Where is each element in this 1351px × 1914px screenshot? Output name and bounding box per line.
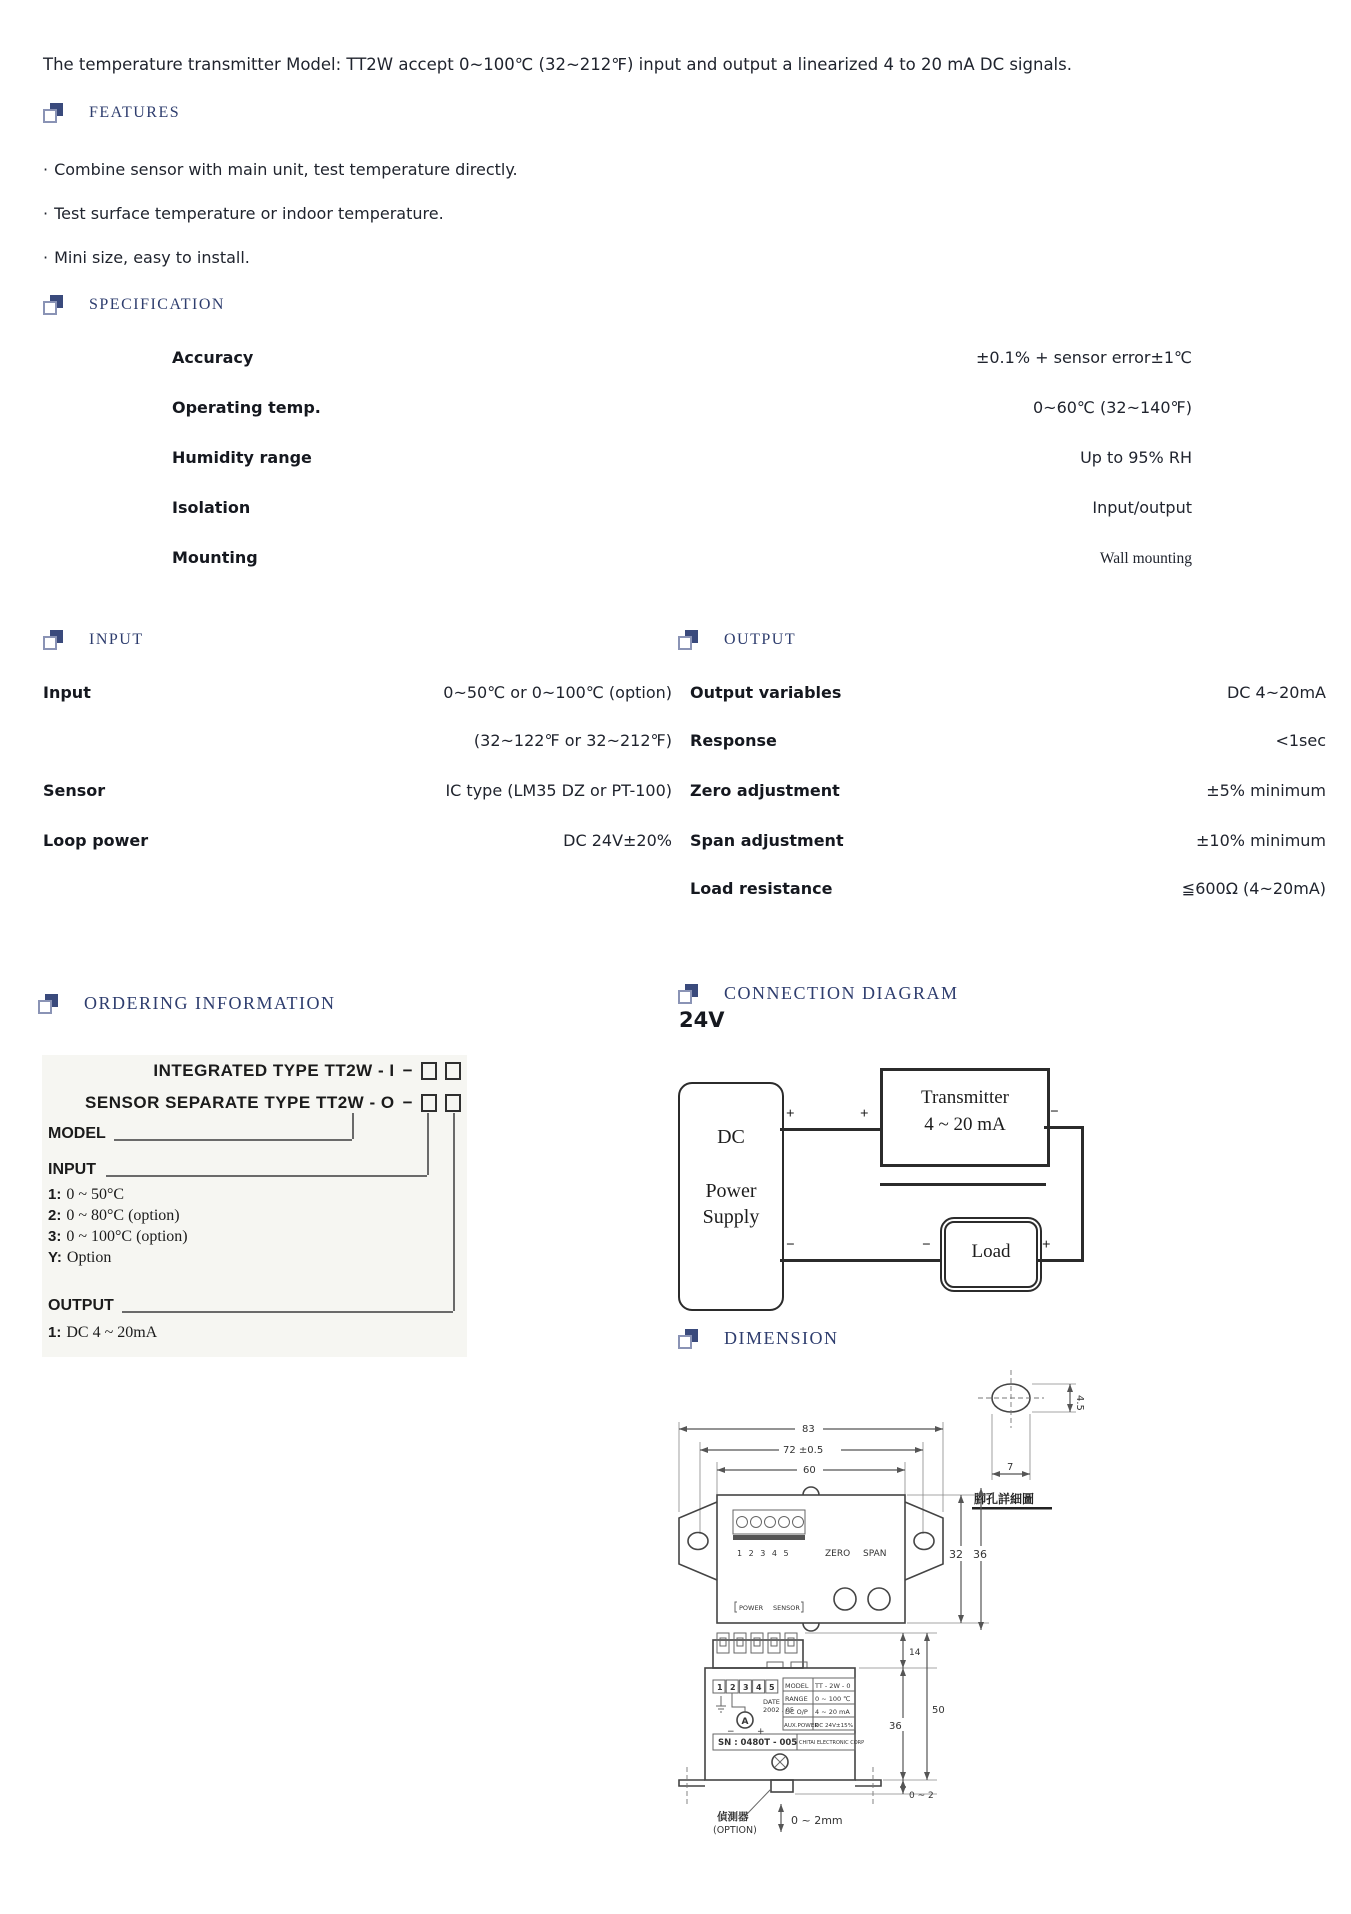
output-row: Span adjustment ±10% minimum [690, 831, 1326, 850]
spec-row: Humidity range Up to 95% RH [172, 448, 1192, 467]
fv-terminal-4: 4 [756, 1683, 762, 1692]
transmitter-range-label: 4 ~ 20 mA [924, 1114, 1006, 1135]
probe-label: 偵測器 [717, 1811, 749, 1823]
ordering-type-row: INTEGRATED TYPE TT2W - I − [153, 1061, 461, 1081]
input-title: INPUT [89, 631, 144, 648]
input-row: Input 0~50℃ or 0~100℃ (option) [43, 683, 672, 702]
fv-terminal-1: 1 [717, 1683, 723, 1692]
probe-travel-dim: 0 ~ 2mm [791, 1814, 843, 1827]
wire-to-load-right [1038, 1259, 1084, 1262]
section-pages-icon [43, 630, 63, 650]
spec-row: Isolation Input/output [172, 498, 1192, 517]
dimension-title: DIMENSION [724, 1328, 839, 1348]
fv-terminal-3: 3 [743, 1683, 749, 1692]
model-label: MODEL [48, 1125, 106, 1142]
code-box [421, 1062, 437, 1080]
wire-right-vertical [1081, 1126, 1084, 1262]
code-box [445, 1094, 461, 1112]
input-row: Loop power DC 24V±20% [43, 831, 672, 850]
dim-83: 83 [802, 1424, 815, 1435]
scan-artifact-line [880, 1183, 1046, 1186]
dc-label: DC [717, 1126, 745, 1148]
section-pages-icon [43, 103, 63, 123]
fv-terminal-2: 2 [730, 1683, 736, 1692]
load-box [944, 1221, 1038, 1288]
plus-sign: + [1042, 1237, 1051, 1253]
ordering-heading [38, 993, 336, 1014]
ordering-diagram [42, 1055, 467, 1357]
spec-row: Mounting Wall mounting [172, 548, 1192, 567]
input-option: 3: 0 ~ 100°C (option) [48, 1228, 188, 1245]
minus-mark: − [727, 1727, 735, 1737]
plus-sign: + [786, 1106, 795, 1122]
output-heading [678, 630, 796, 650]
output-row: Zero adjustment ±5% minimum [690, 781, 1326, 800]
output-label: OUTPUT [48, 1297, 114, 1314]
top-view-dimensions [679, 1421, 943, 1534]
sensor-label: SENSOR [773, 1604, 800, 1612]
probe-option-label: (OPTION) [713, 1825, 757, 1836]
output-row: Output variables DC 4~20mA [690, 683, 1326, 702]
zero-label: ZERO [825, 1549, 851, 1559]
section-pages-icon [678, 630, 698, 650]
code-box [445, 1062, 461, 1080]
input-label: INPUT [48, 1161, 96, 1178]
section-pages-icon [43, 295, 63, 315]
code-box [421, 1094, 437, 1112]
date-value: 2002 . 05 [763, 1706, 795, 1714]
output-row: Response <1sec [690, 731, 1326, 750]
specification-heading [43, 295, 225, 315]
features-title: FEATURES [89, 104, 181, 121]
plate-key: MODEL [785, 1682, 809, 1690]
minus-sign: − [1050, 1104, 1059, 1120]
feature-item: · Combine sensor with main unit, test temperature directly. [43, 160, 518, 179]
front-view [679, 1633, 881, 1807]
load-label: Load [971, 1241, 1011, 1262]
plate-key: RANGE [785, 1695, 808, 1703]
dim-36: 36 [973, 1548, 987, 1561]
section-pages-icon [38, 994, 58, 1014]
dim-32: 32 [949, 1548, 963, 1561]
plate-val: 0 ~ 100 ℃ [815, 1695, 851, 1703]
dim-14: 14 [909, 1648, 921, 1658]
ordering-title: ORDERING INFORMATION [84, 993, 336, 1013]
output-connector-line [122, 1311, 453, 1313]
serial-number: SN : 0480T - 005 [718, 1738, 798, 1748]
spec-row: Operating temp. 0~60℃ (32~140℉) [172, 398, 1192, 417]
plate-val: 4 ~ 20 mA [815, 1708, 850, 1716]
dim-36: 36 [889, 1721, 902, 1732]
power-label: Power [705, 1180, 757, 1202]
input-heading [43, 630, 144, 650]
wire-dc-to-transmitter [780, 1128, 880, 1131]
input-connector-line [106, 1175, 427, 1177]
plate-key: DC O/P [785, 1708, 808, 1716]
power-label: POWER [739, 1604, 764, 1612]
plus-mark: + [757, 1727, 765, 1737]
output-option: 1: DC 4 ~ 20mA [48, 1324, 158, 1341]
ammeter-symbol: A [741, 1717, 749, 1727]
connection-title: CONNECTION DIAGRAM [724, 983, 959, 1003]
ordering-type-row: SENSOR SEPARATE TYPE TT2W - O − [85, 1093, 461, 1113]
dim-gap: 0 ~ 2 [909, 1791, 934, 1801]
manufacturer: CHITAI ELECTRONIC CORP [799, 1740, 865, 1746]
input-connector-riser [427, 1113, 429, 1175]
plus-sign: + [860, 1106, 869, 1122]
hole-detail-caption: 腳孔詳細圖 [974, 1492, 1035, 1506]
mounting-hole-detail [972, 1370, 1085, 1510]
top-view-body [679, 1487, 943, 1631]
hole-width-dim: 7 [1007, 1462, 1014, 1473]
terminal-numbers: 1 2 3 4 5 [737, 1549, 791, 1558]
plate-val: DC 24V±15% [815, 1723, 854, 1729]
supply-voltage-label: 24V [679, 1008, 725, 1032]
input-option: 2: 0 ~ 80°C (option) [48, 1207, 180, 1224]
hole-height-dim: 4.5 [1074, 1395, 1085, 1411]
specification-title: SPECIFICATION [89, 296, 225, 313]
transmitter-label: Transmitter [921, 1087, 1009, 1108]
dim-60: 60 [803, 1465, 816, 1476]
plate-val: TT - 2W - 0 [815, 1682, 851, 1690]
model-connector-line [114, 1139, 352, 1141]
date-label: DATE [763, 1698, 780, 1706]
fv-terminal-5: 5 [769, 1683, 775, 1692]
wire-transmitter-out [1044, 1126, 1084, 1129]
section-pages-icon [678, 1329, 698, 1349]
dimension-heading [678, 1328, 839, 1349]
output-connector-riser [453, 1113, 455, 1311]
connection-heading [678, 983, 959, 1004]
dim-72: 72 ±0.5 [783, 1445, 824, 1456]
transmitter-box [880, 1068, 1050, 1167]
output-row: Load resistance ≦600Ω (4~20mA) [690, 879, 1326, 898]
intro-text: The temperature transmitter Model: TT2W accept 0~100℃ (32~212℉) input and output a linearized 4 to 20 mA DC signals. [43, 55, 1072, 74]
model-connector-riser [352, 1113, 354, 1139]
dimension-drawing [675, 1362, 1085, 1862]
span-label: SPAN [863, 1549, 887, 1559]
output-title: OUTPUT [724, 631, 797, 648]
feature-item: · Test surface temperature or indoor temperature. [43, 204, 444, 223]
wire-dc-to-load [780, 1259, 940, 1262]
input-row: Sensor IC type (LM35 DZ or PT-100) [43, 781, 672, 800]
minus-sign: − [922, 1237, 931, 1253]
input-option: 1: 0 ~ 50°C [48, 1186, 125, 1203]
feature-item: · Mini size, easy to install. [43, 248, 250, 267]
dc-power-supply-box [678, 1082, 784, 1311]
features-heading [43, 103, 180, 123]
minus-sign: − [786, 1237, 795, 1253]
spec-row: Accuracy ±0.1% + sensor error±1℃ [172, 348, 1192, 367]
input-option: Y: Option [48, 1249, 112, 1266]
section-pages-icon [678, 984, 698, 1004]
supply-label: Supply [702, 1206, 760, 1228]
dim-50: 50 [932, 1705, 945, 1716]
plate-key: AUX.POWER [784, 1723, 819, 1729]
input-row: (32~122℉ or 32~212℉) [473, 731, 672, 750]
